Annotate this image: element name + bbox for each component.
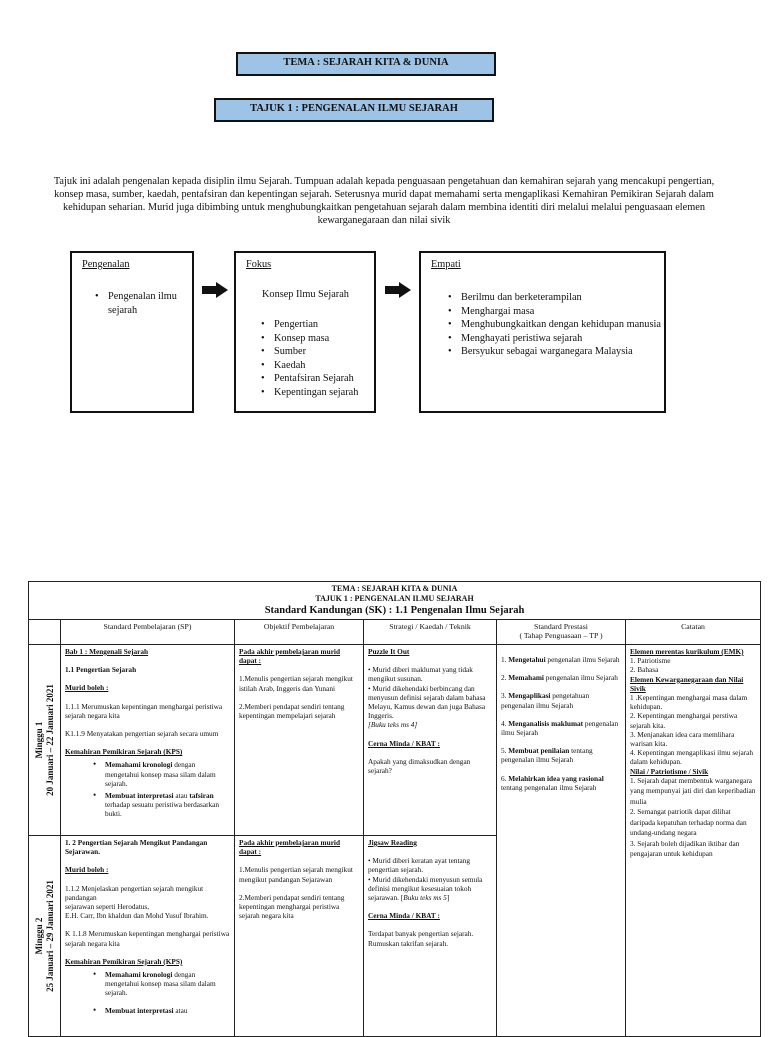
kps-bold: Memahami kronologi: [105, 760, 173, 770]
week1-bab: Bab 1 : Mengenali Sejarah: [65, 647, 149, 656]
right-arrow-icon: [385, 282, 411, 298]
week1-strategi-title2: Cerna Minda / KBAT :: [368, 738, 440, 748]
week2-kps-title: Kemahiran Pemikiran Sejarah (KPS): [65, 956, 183, 966]
prestasi-num: 5.: [501, 746, 509, 756]
fokus-box: [234, 251, 376, 413]
week2-objektif: [235, 836, 364, 1037]
week2-objektif-1: 1.Menulis pengertian sejarah mengikut mengikut pandangan Sejarawan: [239, 865, 353, 884]
week1-murid-boleh: Murid boleh :: [65, 683, 109, 693]
prestasi-item-3: [501, 691, 621, 709]
week1-kps-title: Kemahiran Pemikiran Sejarah (KPS): [65, 747, 183, 757]
week1-objektif-1: 1.Menulis pengertian sejarah mengikut istilah Arab, Inggeris dan Yunani: [239, 674, 353, 693]
week1-label: [34, 684, 56, 796]
prestasi-num: 4.: [501, 718, 509, 728]
week1-subtopic: 1.1 Pengertian Sejarah: [65, 665, 137, 675]
prestasi-num: 1.: [501, 655, 509, 664]
week1-objektif-2: 2.Memberi pendapat sendiri tentang kepentingan mempelajari sejarah: [239, 701, 345, 721]
fokus-list: [260, 318, 386, 399]
week2-sp-item2: K 1.1.8 Merumuskan kepentingan menghargai peristiwa sejarah negara kita: [65, 929, 230, 948]
emk-2: 2. Bahasa: [630, 665, 659, 675]
week1-objektif-lead: Pada akhir pembelajaran murid dapat :: [239, 647, 341, 666]
prestasi-item-5: [501, 746, 621, 764]
list-item: • Pengertian: [274, 318, 386, 332]
tema-title: TEMA : SEJARAH KITA & DUNIA: [283, 57, 449, 68]
week1-strategi: [364, 645, 497, 836]
prestasi-bold: Mengetahui: [508, 655, 546, 664]
ek-title: Elemen Kewarganegaraan dan Nilai Sivik: [630, 674, 744, 693]
nps-2: 2. Semangat patriotik dapat dilihat daripada kepatuhan terhadap norma dan undang-undang negara: [630, 807, 747, 838]
strategi-text: • Murid dikehendaki menyusun semula definisi mengikut kesesuaian tokoh sejarawan. [: [368, 874, 483, 903]
list-item: [105, 791, 230, 819]
rancangan-table: [28, 581, 761, 1037]
prestasi-text: tentang pengenalan ilmu Sejarah: [501, 782, 597, 792]
week1-strategi-1: • Murid diberi maklumat yang tidak mengikut susunan.: [368, 665, 473, 684]
kps-bold: Membuat interpretasi: [105, 791, 174, 801]
week2-strategi-2: [368, 875, 492, 903]
week2-kps-list: [65, 970, 230, 1015]
list-item: [105, 970, 230, 998]
kps-text: dengan mengetahui konsep masa silam dalam sejarah.: [105, 760, 216, 788]
emk-1: 1. Patriotisme: [630, 656, 671, 666]
week2-strategi-1: • Murid diberi keratan ayat tentang pengertian sejarah.: [368, 856, 471, 875]
list-item: • Pengenalan ilmu sejarah: [108, 290, 194, 317]
list-item: • Bersyukur sebagai warganegara Malaysia: [461, 345, 671, 359]
prestasi-item-6: [501, 774, 621, 792]
list-item: [105, 1006, 230, 1015]
prestasi-num: 6.: [501, 773, 509, 783]
pengenalan-list: [94, 290, 194, 317]
prestasi-text: pengetahuan pengenalan ilmu Sejarah: [501, 691, 590, 710]
ek-2: 2. Kepentingan menghargai perstiwa sejarah kita.: [630, 711, 738, 730]
week2-objektif-lead: Pada akhir pembelajaran murid dapat :: [239, 838, 341, 857]
week2-label: [34, 880, 56, 992]
week1-strategi-title1: Puzzle It Out: [368, 647, 410, 656]
list-item: [105, 760, 230, 788]
empati-title: Empati: [431, 259, 461, 270]
week1-strategi-2: • Murid dikehendaki berbincang dan menyusun definisi sejarah dalam bahasa Melayu, Kamus dewan dan juga Bahasa Inggeris.: [368, 683, 486, 721]
prestasi-bold: Melahirkan idea yang rasional: [508, 773, 604, 783]
week2-cell: [29, 836, 61, 1037]
column-header-prestasi: [497, 620, 626, 645]
prestasi-num: 2.: [501, 673, 509, 683]
empati-list: [447, 291, 671, 359]
table-tema: TEMA : SEJARAH KITA & DUNIA: [331, 584, 458, 593]
pengenalan-box: [70, 251, 194, 413]
week1-strategi-3: [Buku teks ms 4]: [368, 720, 418, 730]
column-header-objektif: Objektif Pembelajaran: [235, 620, 364, 645]
kps-bold: Memahami kronologi: [105, 970, 173, 980]
table-row: [29, 645, 761, 836]
strategi-ref: Buku teks ms 5: [403, 893, 447, 903]
prestasi-num: 3.: [501, 691, 509, 701]
prestasi-header-line1: Standard Prestasi: [534, 622, 588, 631]
week2-sp-item1a: 1.1.2 Menjelaskan pengertian sejarah mengikut pandangan: [65, 883, 204, 902]
emk-title: Elemen merentas kurikulum (EMK): [630, 647, 744, 656]
kps-bold: Membuat interpretasi: [105, 1005, 174, 1015]
right-arrow-icon: [202, 282, 228, 298]
week1-tarikh: 20 Januari – 22 Januari 2021: [44, 684, 55, 796]
prestasi-bold: Memahami: [508, 673, 544, 683]
ek-4: 4. Kepentingan mengaplikasi ilmu sejarah dalam kehidupan.: [630, 748, 753, 767]
column-header-week: [29, 620, 61, 645]
nps-title: Nilai / Patriotisme / Sivik: [630, 766, 709, 776]
prestasi-header-line2: ( Tahap Penguasaan – TP ): [519, 631, 603, 641]
week1-sp-item1: 1.1.1 Merumuskan kepentingan menghargai peristiwa sejarah negara kita: [65, 701, 223, 720]
list-item: • Kaedah: [274, 359, 386, 373]
week2-sp: [61, 836, 235, 1037]
week1-strategi-4: Apakah yang dimaksudkan dengan sejarah?: [368, 756, 471, 776]
list-item: • Sumber: [274, 345, 386, 359]
empati-box: [419, 251, 666, 413]
column-header-strategi: Strategi / Kaedah / Teknik: [364, 620, 497, 645]
week1-kps-list: [65, 760, 230, 818]
prestasi-item-4: [501, 719, 621, 737]
week2-subtopic: 1. 2 Pengertian Sejarah Mengikut Pandangan Sejarawan.: [65, 838, 208, 857]
prestasi-bold: Menganalisis maklumat: [508, 718, 584, 728]
pengenalan-title: Pengenalan: [82, 259, 130, 270]
table-header: [29, 582, 761, 620]
week2-tarikh: 25 Januari – 29 Januari 2021: [44, 880, 55, 992]
week2-sp-item1c: E.H. Carr, Ibn khaldun dan Mohd Yusuf Ibrahim.: [65, 911, 209, 921]
column-header-sp: Standard Pembelajaran (SP): [61, 620, 235, 645]
prestasi-text: pengenalan ilmu Sejarah: [545, 655, 620, 664]
prestasi-text: pengenalan ilmu Sejarah: [501, 718, 619, 738]
prestasi-item-2: [501, 673, 621, 682]
list-item: • Konsep masa: [274, 332, 386, 346]
prestasi-text: pengenalan ilmu Sejarah: [543, 673, 618, 683]
tema-title-box: [236, 52, 496, 76]
intro-paragraph: Tajuk ini adalah pengenalan kepada disiplin ilmu Sejarah. Tumpuan adalah kepada penguasaan pengetahuan dan kemahiran sejarah yang mencakupi pengertian, konsep masa, sumber, kaedah, pentafsiran dan kepentingan sejarah. Seterusnya murid dapat memahami serta mengaplikasi Kemahiran Pemikiran Sejarah dalam kehidupan seharian. Murid juga dibimbing untuk menghubungkaitkan pengetahuan sejarah dalam membina identiti diri melalui melalui penguasaan elemen kewarganegaraan dan nilai sivik: [53, 176, 715, 226]
fokus-title: Fokus: [246, 259, 272, 270]
prestasi-cell: [497, 645, 626, 1037]
week1-cell: [29, 645, 61, 836]
kps-bold: tafsiran: [189, 791, 214, 801]
ek-1: 1 .Kepentingan menghargai masa dalam kehidupan.: [630, 693, 748, 712]
prestasi-item-1: [501, 655, 621, 664]
tajuk-title-box: [214, 98, 494, 122]
kps-text: atau: [173, 791, 190, 801]
nps-3: 3. Sejarah boleh dijadikan iktibar dan pengajaran untuk kehidupan: [630, 838, 740, 859]
week1-minggu: Minggu 1: [33, 721, 44, 759]
prestasi-text: tentang pengenalan ilmu Sejarah: [501, 746, 593, 765]
prestasi-bold: Mengaplikasi: [508, 691, 551, 701]
week2-sp-item1b: sejarawan seperti Herodatus,: [65, 902, 150, 912]
week1-sp: [61, 645, 235, 836]
week2-objektif-2: 2.Memberi pendapat sendiri tentang kepentingan menghargai peristiwa sejarah negara kita: [239, 892, 345, 921]
week2-strategi-title1: Jigsaw Reading: [368, 838, 417, 847]
column-header-catatan: Catatan: [626, 620, 761, 645]
list-item: • Menghubungkaitkan dengan kehidupan manusia: [461, 318, 671, 332]
week2-strategi-3: Terdapat banyak pengertian sejarah. Rumuskan takrifan sejarah.: [368, 929, 474, 948]
table-tajuk: TAJUK 1 : PENGENALAN ILMU SEJARAH: [315, 594, 474, 603]
ek-3: 3. Menjanakan idea cara memlihara warisan kita.: [630, 729, 735, 749]
tajuk-title: TAJUK 1 : PENGENALAN ILMU SEJARAH: [250, 103, 458, 114]
table-sk: Standard Kandungan (SK) : 1.1 Pengenalan Ilmu Sejarah: [264, 605, 525, 616]
catatan-cell: [626, 645, 761, 1037]
list-item: • Berilmu dan berketerampilan: [461, 291, 671, 305]
week2-minggu: Minggu 2: [33, 917, 44, 955]
kps-text: dengan mengetahui konsep masa silam dalam sejarah.: [105, 970, 216, 998]
list-item: • Kepentingan sejarah: [274, 386, 386, 400]
week2-murid-boleh: Murid boleh :: [65, 865, 109, 875]
week1-sp-item2: K1.1.9 Menyatakan pengertian sejarah secara umum: [65, 729, 219, 739]
column-header-row: [29, 620, 761, 645]
week2-strategi-title2: Cerna Minda / KBAT :: [368, 911, 440, 921]
kps-text: terhadap sesuatu peristiwa berdasarkan bukti.: [105, 800, 220, 819]
strategi-text: ]: [446, 893, 450, 903]
nps-1: 1. Sejarah dapat membentuk warganegara yang mempunyai jati diri dan keperibadian mulia: [630, 775, 756, 806]
list-item: • Menghargai masa: [461, 305, 671, 319]
list-item: • Menghayati peristiwa sejarah: [461, 332, 671, 346]
week1-objektif: [235, 645, 364, 836]
fokus-subtitle: Konsep Ilmu Sejarah: [262, 289, 349, 300]
list-item: • Pentafsiran Sejarah: [274, 372, 386, 386]
kps-text: atau: [173, 1005, 188, 1015]
prestasi-bold: Membuat penilaian: [508, 746, 570, 756]
week2-strategi: [364, 836, 497, 1037]
table-header-row: [29, 582, 761, 620]
